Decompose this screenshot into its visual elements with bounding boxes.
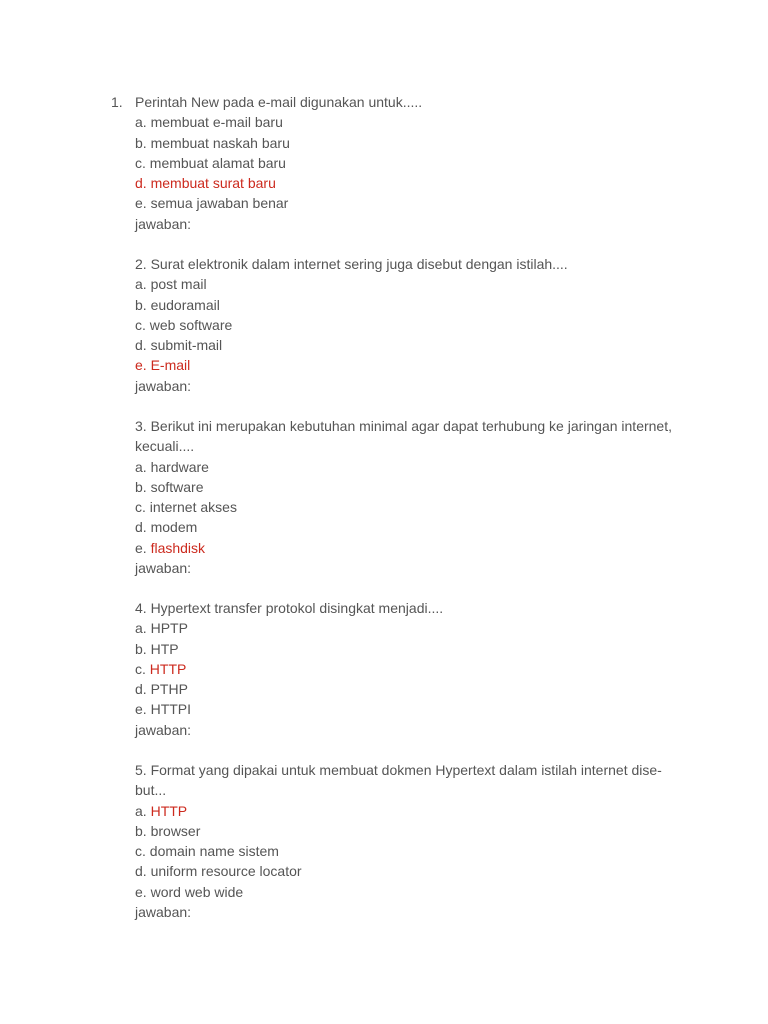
question-3-option-c: c. internet akses xyxy=(135,499,237,516)
question-1-option-e: e. semua jawaban benar xyxy=(135,195,289,212)
question-5-option-b: b. browser xyxy=(135,822,201,839)
question-5-option-a-correct: a. HTTP xyxy=(135,802,188,819)
question-4-option-d: d. PTHP xyxy=(135,681,188,698)
question-4-answer-label: jawaban: xyxy=(135,721,192,738)
question-2-answer-label: jawaban: xyxy=(135,377,192,394)
question-1-stem xyxy=(111,92,680,112)
question-1 xyxy=(111,92,680,234)
question-4-option-b: b. HTP xyxy=(135,640,179,657)
question-4 xyxy=(135,598,680,740)
question-5-option-c: c. domain name sistem xyxy=(135,843,279,860)
question-4-option-c-correct: c. HTTP xyxy=(135,660,187,677)
question-2-text: 2. Surat elektronik dalam internet sering juga disebut dengan istilah.... xyxy=(135,256,568,272)
question-5-answer-label: jawaban: xyxy=(135,904,192,921)
question-1-option-c: c. membuat alamat baru xyxy=(135,154,286,171)
question-1-number: 1. xyxy=(111,94,123,110)
question-3-option-d: d. modem xyxy=(135,519,198,536)
question-3-option-e-correct: e. flashdisk xyxy=(135,539,206,556)
question-2-option-a: a. post mail xyxy=(135,276,207,293)
question-5-option-d: d. uniform resource locator xyxy=(135,863,302,880)
question-4-text: 4. Hypertext transfer protokol disingkat menjadi.... xyxy=(135,600,444,616)
question-2-option-e-correct: e. E-mail xyxy=(135,357,191,374)
question-2-option-d: d. submit-mail xyxy=(135,337,223,354)
question-2-option-c: c. web software xyxy=(135,316,233,333)
question-5-text: 5. Format yang dipakai untuk membuat dokmen Hypertext dalam istilah internet dise-but... xyxy=(135,762,662,799)
question-4-option-e: e. HTTPI xyxy=(135,701,192,718)
question-5-option-e: e. word web wide xyxy=(135,883,244,900)
question-1-option-d-correct: d. membuat surat baru xyxy=(135,175,276,192)
question-3 xyxy=(135,416,680,578)
question-1-option-a: a. membuat e-mail baru xyxy=(135,114,283,131)
question-5 xyxy=(135,760,680,922)
question-3-text: 3. Berikut ini merupakan kebutuhan minimal agar dapat terhubung ke jaringan internet, kecuali.... xyxy=(135,418,672,455)
question-2 xyxy=(135,254,680,396)
question-1-answer-label: jawaban: xyxy=(135,215,192,232)
question-1-text: Perintah New pada e-mail digunakan untuk..... xyxy=(135,94,423,110)
question-1-option-b: b. membuat naskah baru xyxy=(135,134,290,151)
question-3-option-b: b. software xyxy=(135,478,204,495)
question-4-option-a: a. HPTP xyxy=(135,620,188,637)
question-3-answer-label: jawaban: xyxy=(135,560,192,577)
question-2-option-b: b. eudoramail xyxy=(135,296,220,313)
question-3-option-a: a. hardware xyxy=(135,458,209,475)
